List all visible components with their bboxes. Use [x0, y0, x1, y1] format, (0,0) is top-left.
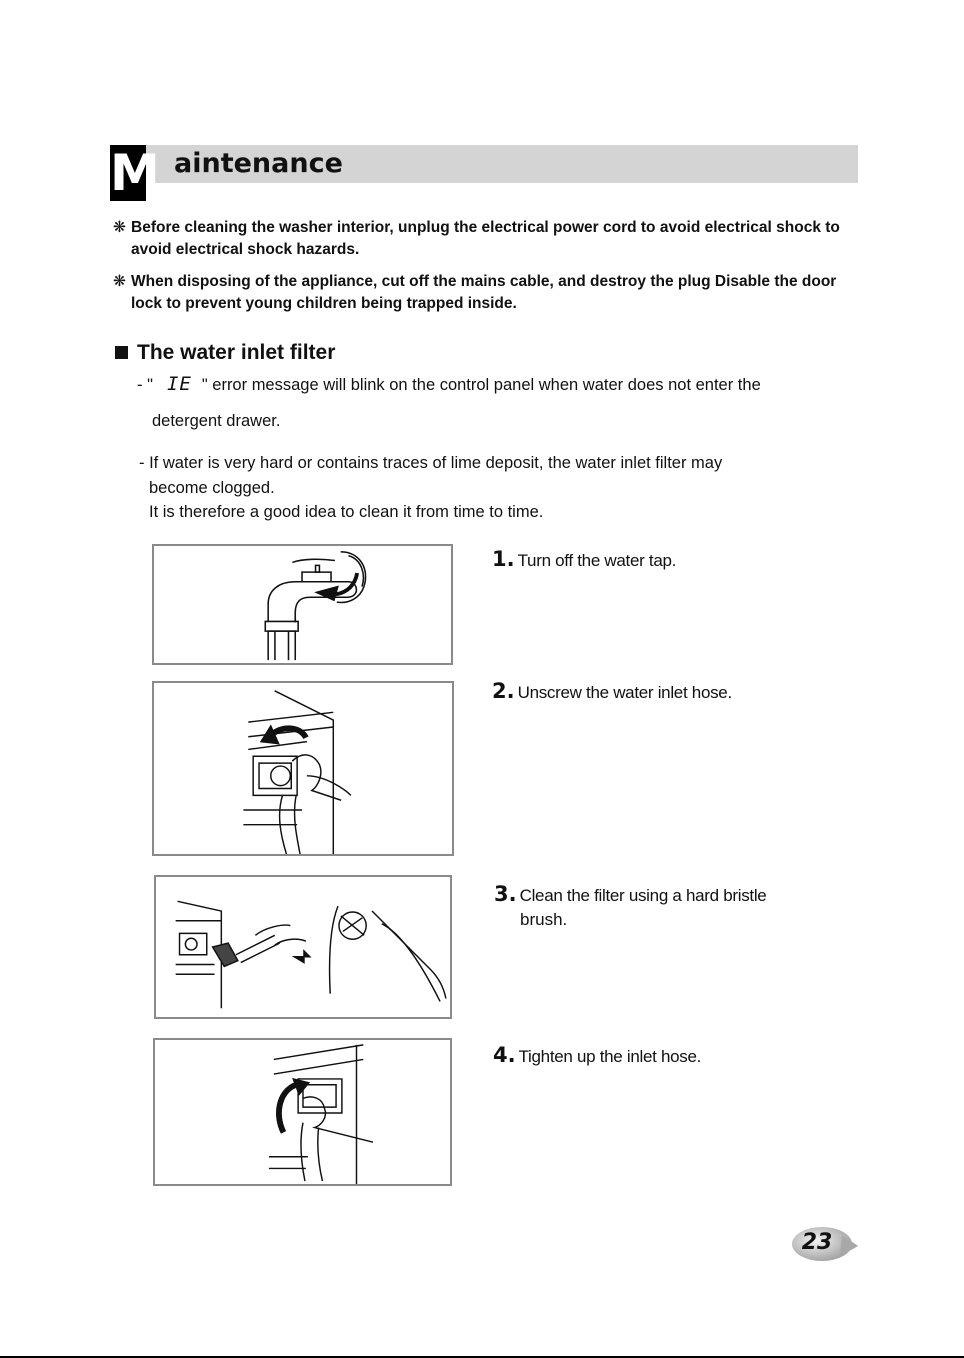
- step-3: [494, 881, 766, 909]
- step-number: 1.: [492, 547, 515, 571]
- step-4: [493, 1042, 701, 1070]
- step-text: Turn off the water tap.: [517, 551, 677, 570]
- step-3-continuation: brush.: [520, 910, 568, 929]
- warning-text: Before cleaning the washer interior, unplug the electrical power cord to avoid electrical shock to avoid electrical shock hazards.: [131, 219, 840, 258]
- warning-disposal: [113, 271, 858, 315]
- step-text: Clean the filter using a hard bristle: [519, 886, 767, 905]
- bullet-prefix: - ": [137, 376, 153, 394]
- asterism-icon: ❋: [113, 219, 126, 236]
- warning-unplug: [113, 217, 858, 261]
- bullet-hard-water-line3: It is therefore a good idea to clean it from time to time.: [149, 503, 544, 521]
- section-title: The water inlet filter: [137, 341, 336, 364]
- page-number: 23: [801, 1230, 833, 1255]
- unscrew-hose-figure: [152, 681, 454, 856]
- bullet-suffix: " error message will blink on the control panel when water does not enter the: [201, 376, 761, 394]
- bullet-hard-water-line2: become clogged.: [149, 479, 275, 497]
- error-code-display: IE: [166, 373, 192, 395]
- tighten-hose-figure: [153, 1038, 452, 1186]
- step-number: 2.: [492, 679, 515, 703]
- title-initial-letter: M: [110, 144, 160, 202]
- warning-text: When disposing of the appliance, cut off the mains cable, and destroy the plug Disable the door lock to prevent young children being trapped inside.: [131, 273, 837, 312]
- section-bullet-square: [115, 346, 128, 359]
- bullet-error-message: [137, 372, 761, 397]
- step-text: Unscrew the water inlet hose.: [517, 683, 732, 702]
- step-number: 3.: [494, 882, 517, 906]
- step-number: 4.: [493, 1043, 516, 1067]
- step-text: Tighten up the inlet hose.: [518, 1047, 702, 1066]
- water-tap-figure: [152, 544, 453, 665]
- bullet-error-continuation: detergent drawer.: [152, 412, 281, 430]
- asterism-icon: ❋: [113, 273, 126, 290]
- bullet-hard-water-line1: - If water is very hard or contains traces of lime deposit, the water inlet filter may: [139, 454, 723, 472]
- step-1: [492, 546, 676, 574]
- clean-filter-figure: [154, 875, 452, 1019]
- step-2: [492, 678, 732, 706]
- page-title: aintenance: [174, 148, 343, 179]
